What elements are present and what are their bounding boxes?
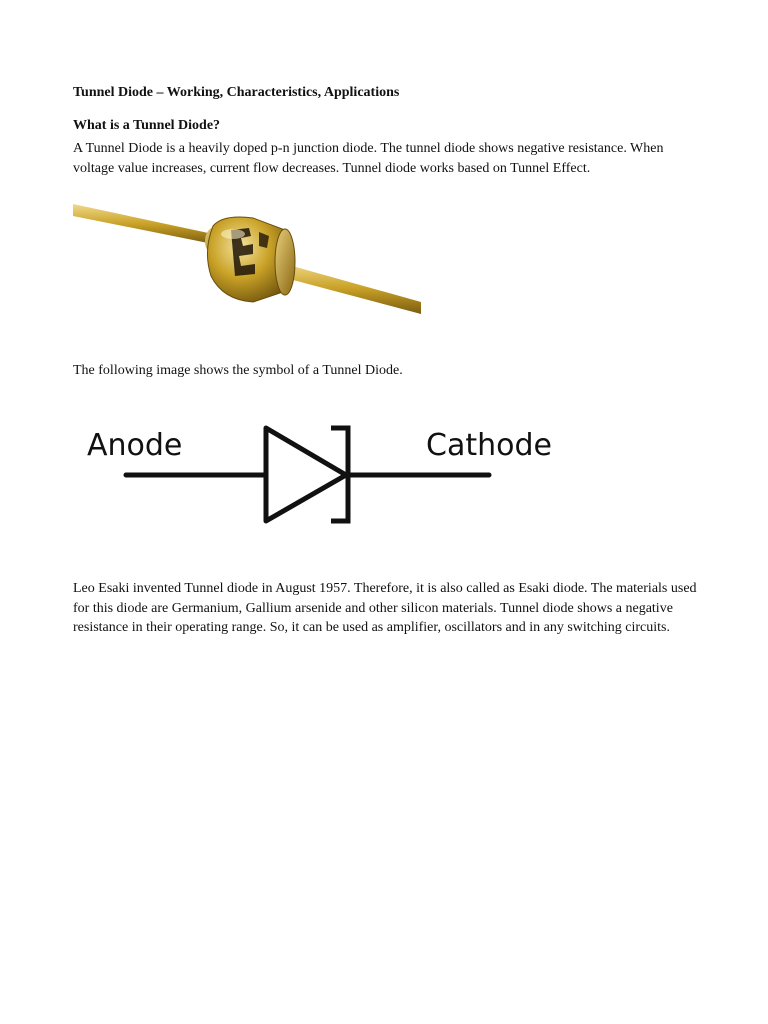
section-heading: What is a Tunnel Diode? <box>73 118 221 133</box>
diode-triangle <box>266 428 346 521</box>
tunnel-diode-symbol <box>73 404 593 544</box>
tunnel-diode-photo <box>73 196 421 318</box>
document-title: Tunnel Diode – Working, Characteristics, Applications <box>73 85 400 100</box>
cathode-label: Cathode <box>426 428 552 463</box>
intro-paragraph: A Tunnel Diode is a heavily doped p-n junction diode. The tunnel diode shows negative resistance. When voltage value increases, current flow decreases. Tunnel diode works based on Tunnel Effect. <box>73 141 664 176</box>
history-paragraph: Leo Esaki invented Tunnel diode in August 1957. Therefore, it is also called as Esaki diode. The materials used for this diode are Germanium, Gallium arsenide and other silicon materials. Tunnel diode shows a negative resistance in their operating range. So, it can be used as amplifier, oscillators and in any switching circuits. <box>73 581 697 635</box>
anode-label: Anode <box>87 428 183 463</box>
symbol-caption: The following image shows the symbol of a Tunnel Diode. <box>73 363 403 378</box>
